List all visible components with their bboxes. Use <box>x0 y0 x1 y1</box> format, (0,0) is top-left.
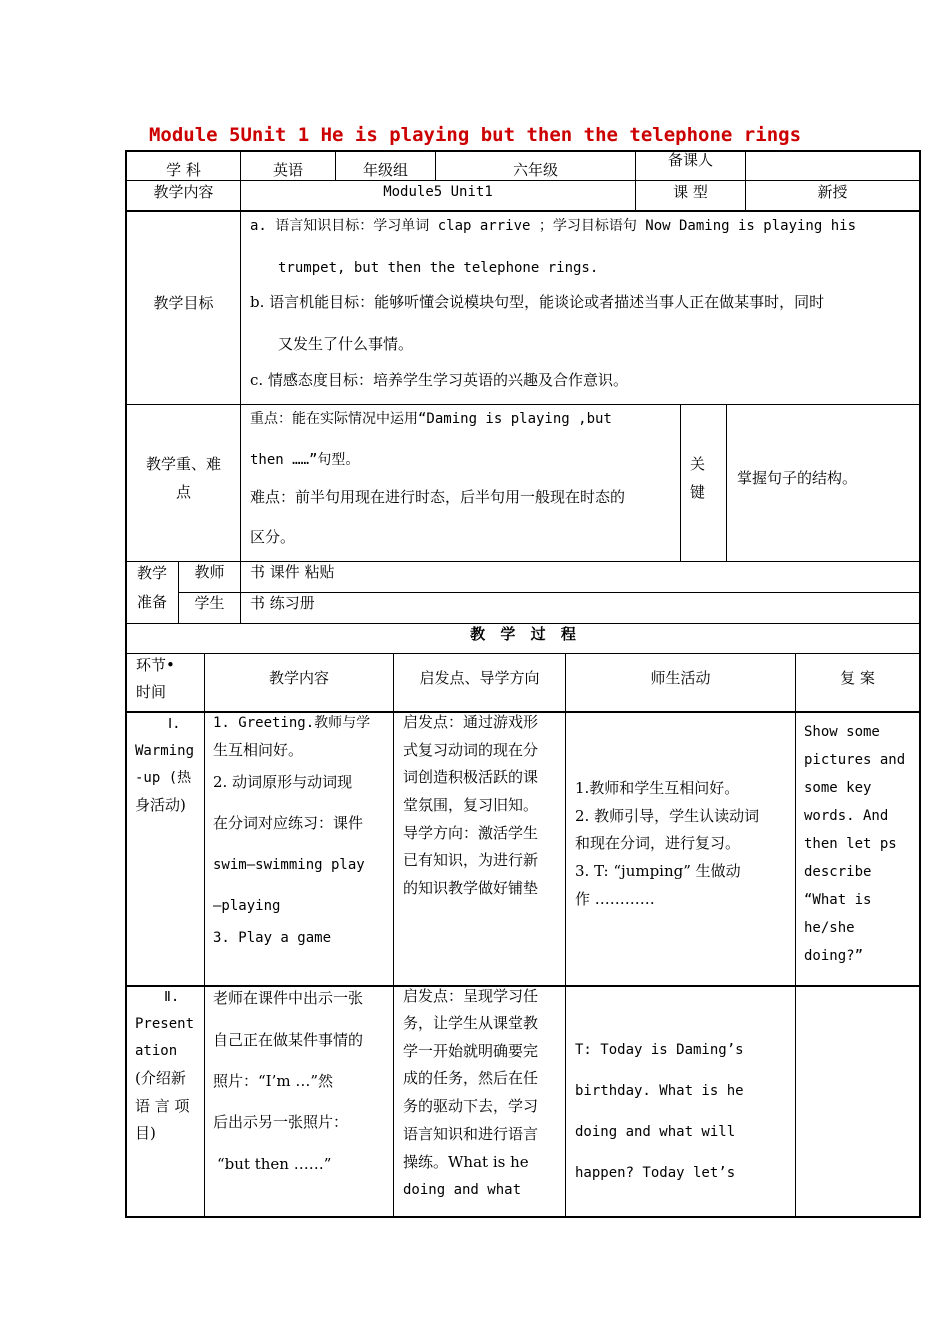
subject-value: 英语 <box>272 161 303 179</box>
content-line: —playing <box>213 898 281 914</box>
subject-label: 学 科 <box>166 161 201 179</box>
document-title: Module 5Unit 1 He is playing but then the telephone rings <box>148 124 802 146</box>
guidance-line: 已有知识，为进行新 <box>403 851 539 869</box>
stage-line: 身活动) <box>135 796 186 814</box>
preparer-label: 备课人 <box>667 151 713 169</box>
guidance-line: 词创造积极活跃的课 <box>403 768 539 786</box>
review-line: describe <box>804 864 872 880</box>
review-line: pictures and <box>804 752 906 768</box>
stage-line: -up (热 <box>135 770 192 786</box>
teacher-label: 教师 <box>194 563 225 581</box>
preparation-label: 准备 <box>137 593 168 611</box>
col-stage: 环节• <box>136 656 175 674</box>
objective-line: a. 语言知识目标：学习单词 clap arrive ；学习目标语句 Now Daming is playing his <box>250 218 857 234</box>
content-line: 在分词对应练习：课件 <box>213 814 364 832</box>
stage-line: Ⅰ. <box>168 716 181 732</box>
activity-line: 作 ………… <box>575 890 655 908</box>
process-title: 教 学 过 程 <box>470 625 576 643</box>
objective-line: 又发生了什么事情。 <box>278 335 414 353</box>
stage-line: Ⅱ. <box>164 989 180 1005</box>
guidance-line: 堂氛围，复习旧知。 <box>403 796 539 814</box>
col-guidance: 启发点、导学方向 <box>419 669 540 687</box>
content-line: 2. 动词原形与动词现 <box>213 773 353 791</box>
content-line: swim—swimming play <box>213 857 365 873</box>
objectives-label: 教学目标 <box>153 294 214 312</box>
objective-line: b. 语言机能目标：能够听懂会说模块句型，能谈论或者描述当事人正在做某事时，同时 <box>250 293 825 311</box>
activity-line: birthday. What is he <box>575 1083 744 1099</box>
content-line: 老师在课件中出示一张 <box>213 989 364 1007</box>
guidance-line: 启发点：通过游戏形 <box>403 713 539 731</box>
guidance-line: doing and what <box>403 1182 522 1198</box>
activity-line: happen? Today let’s <box>575 1165 736 1181</box>
objective-line: c. 情感态度目标：培养学生学习英语的兴趣及合作意识。 <box>250 371 628 389</box>
col-content: 教学内容 <box>268 669 329 687</box>
stage-line: Warming <box>135 743 195 759</box>
key-point-line: 重点：能在实际情况中运用“Daming is playing ,but <box>250 411 612 427</box>
review-line: some key <box>804 780 872 796</box>
objective-line: trumpet, but then the telephone rings. <box>278 260 599 276</box>
grade-value: 六年级 <box>512 161 558 179</box>
col-activities: 师生活动 <box>650 669 711 687</box>
key-value: 掌握句子的结构。 <box>737 469 858 487</box>
content-line: 生互相问好。 <box>213 741 304 759</box>
guidance-line: 学一开始就明确要完 <box>403 1042 539 1060</box>
lesson-type-label: 课 型 <box>673 183 708 201</box>
key-point-line: 难点：前半句用现在进行时态，后半句用一般现在时态的 <box>250 488 626 506</box>
key-points-label: 教学重、难 <box>145 455 221 473</box>
activity-line: T: Today is Daming’s <box>575 1042 744 1058</box>
guidance-line: 启发点：呈现学习任 <box>403 987 539 1005</box>
activity-line: 2. 教师引导，学生认读动词 <box>575 807 760 825</box>
guidance-line: 成的任务，然后在任 <box>403 1069 539 1087</box>
guidance-line: 导学方向：激活学生 <box>403 824 539 842</box>
stage-line: ation <box>135 1043 178 1059</box>
key-points-label: 点 <box>175 483 191 501</box>
content-value: Module5 Unit1 <box>383 184 493 200</box>
student-materials: 书 练习册 <box>250 594 315 612</box>
activity-line: 3. T: “jumping” 生做动 <box>575 862 741 880</box>
stage-line: 目) <box>135 1124 156 1142</box>
guidance-line: 的知识教学做好铺垫 <box>403 879 539 897</box>
key-label: 关 <box>690 455 706 473</box>
grade-group-label: 年级组 <box>362 161 408 179</box>
guidance-line: 式复习动词的现在分 <box>403 741 539 759</box>
content-line: 后出示另一张照片： <box>213 1113 349 1131</box>
review-line: then let ps <box>804 836 897 852</box>
guidance-line: 语言知识和进行语言 <box>403 1125 539 1143</box>
student-label: 学生 <box>194 594 225 612</box>
stage-line: (介绍新 <box>135 1069 186 1087</box>
review-line: he/she <box>804 920 855 936</box>
key-point-line: 区分。 <box>250 528 296 546</box>
guidance-line: 务的驱动下去，学习 <box>403 1097 539 1115</box>
preparation-label: 教学 <box>137 564 168 582</box>
lesson-type-value: 新授 <box>817 183 848 201</box>
col-review: 复 案 <box>840 669 875 687</box>
stage-line: 语 言 项 <box>135 1097 190 1115</box>
teacher-materials: 书 课件 粘贴 <box>250 563 335 581</box>
col-stage: 时间 <box>136 683 167 701</box>
content-label: 教学内容 <box>153 183 214 201</box>
review-line: words. And <box>804 808 889 824</box>
review-line: “What is <box>804 892 872 908</box>
activity-line: doing and what will <box>575 1124 736 1140</box>
content-line: 1. Greeting.教师与学 <box>213 715 371 731</box>
stage-line: Present <box>135 1016 195 1032</box>
content-line: 照片：“I’m …”然 <box>213 1072 334 1090</box>
guidance-line: 务，让学生从课堂教 <box>403 1014 539 1032</box>
activity-line: 1.教师和学生互相问好。 <box>575 779 740 797</box>
review-line: doing?” <box>804 948 864 964</box>
activity-line: 和现在分词，进行复习。 <box>575 834 741 852</box>
content-line: “but then ……” <box>217 1155 332 1173</box>
content-line: 自己正在做某件事情的 <box>213 1031 364 1049</box>
key-point-line: then ……”句型。 <box>250 452 360 468</box>
review-line: Show some <box>804 724 880 740</box>
guidance-line: 操练。What is he <box>403 1153 529 1171</box>
key-label: 键 <box>690 483 706 501</box>
content-line: 3. Play a game <box>213 930 332 946</box>
